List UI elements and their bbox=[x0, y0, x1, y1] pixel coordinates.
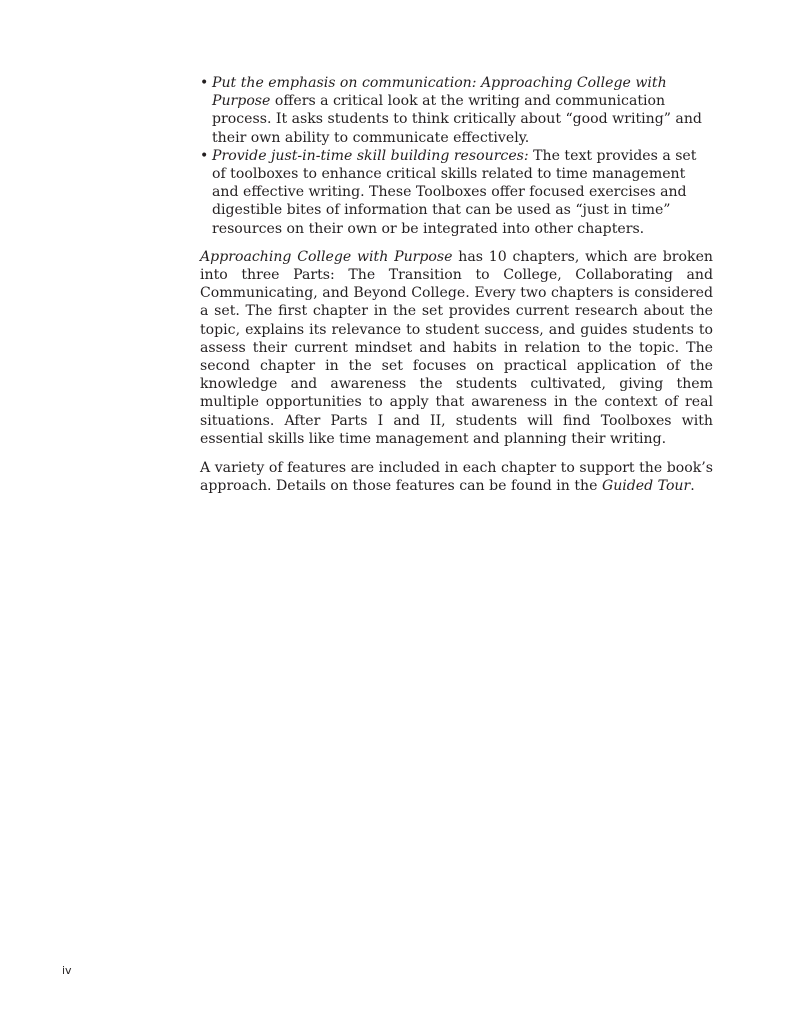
bullet-icon: • bbox=[200, 75, 209, 91]
paragraph-end: . bbox=[690, 478, 695, 495]
bullet-icon: • bbox=[200, 147, 209, 164]
bullet-lead: Put the emphasis on communication: Approaching College with Purpose bbox=[212, 75, 667, 110]
page-number: iv bbox=[62, 964, 72, 977]
page-content bbox=[200, 74, 713, 495]
paragraph-text: has 10 chapters, which are broken into three Parts: The Transition to College, Collaborating and Communicating, and Beyond College. Every two chapters is considered a set. The first chapter in the set provides current research about the topic, explains its relevance to student success, and guides students to assess their current mindset and habits in relation to the topic. The second chapter in the set focuses on practical application of the knowledge and awareness the students cultivated, giving them multiple opportunities to apply that awareness in the context of real situations. After Parts I and II, students will find Toolboxes with essential skills like time management and planning their writing. bbox=[200, 248, 713, 447]
feature-bullet-list bbox=[200, 74, 713, 238]
bullet-text: The text provides a set of toolboxes to enhance critical skills related to time management and effective writing. These Toolboxes offer focused exercises and digestible bites of information that can be used as “just in time” resources on their own or be integrated into other chapters. bbox=[212, 147, 697, 237]
guided-tour-reference: Guided Tour bbox=[601, 478, 691, 495]
features-paragraph bbox=[200, 459, 713, 495]
list-item bbox=[200, 74, 713, 147]
bullet-lead: Provide just-in-time skill building resources: bbox=[212, 147, 529, 164]
chapter-overview-paragraph bbox=[200, 248, 713, 448]
bullet-text: offers a critical look at the writing and communication process. It asks students to think critically about “good writing” and their own ability to communicate effectively. bbox=[212, 93, 702, 146]
book-title: Approaching College with Purpose bbox=[200, 248, 453, 265]
paragraph-text: A variety of features are included in each chapter to support the book’s approach. Details on those features can be found in the bbox=[200, 460, 713, 495]
list-item bbox=[200, 147, 713, 238]
